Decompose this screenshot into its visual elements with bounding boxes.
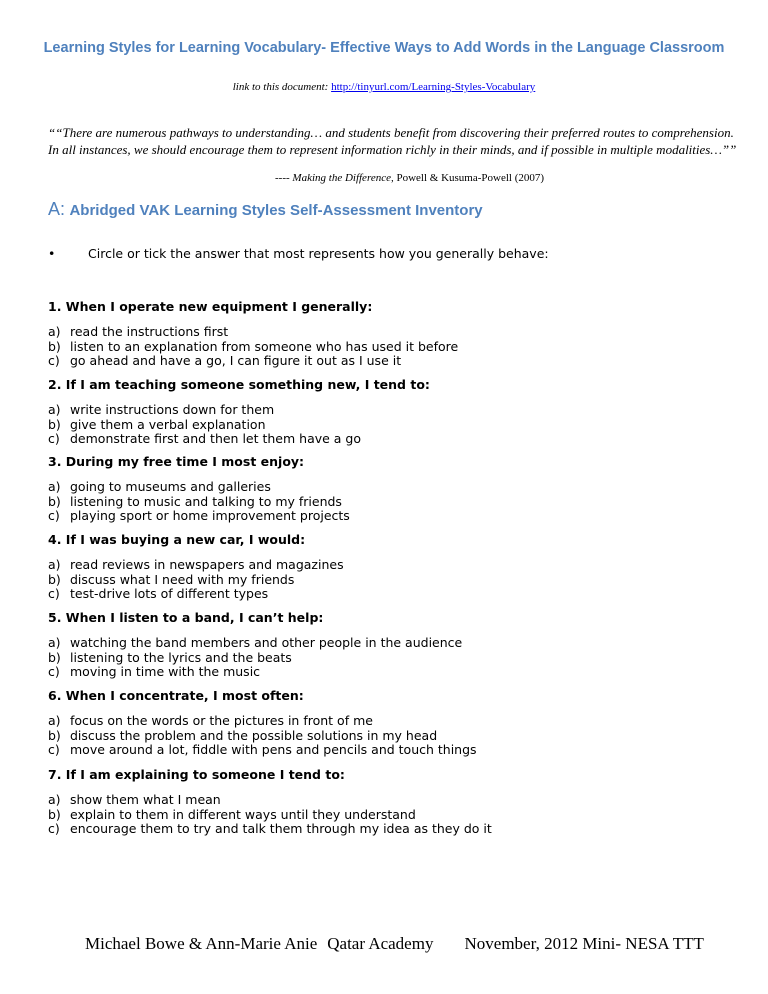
option-letter: a) [48, 479, 61, 494]
question-block [48, 299, 458, 369]
section-heading [48, 199, 483, 220]
option-letter: a) [48, 402, 61, 417]
option-text: test-drive lots of different types [70, 586, 269, 601]
document-link-line [0, 81, 768, 93]
option-letter: a) [48, 324, 61, 339]
option-letter: a) [48, 557, 61, 572]
question-block [48, 688, 477, 758]
option-letter: c) [48, 664, 60, 679]
answer-option[interactable] [48, 743, 477, 758]
section-letter: A: [48, 199, 66, 219]
answer-option[interactable] [48, 418, 430, 433]
option-letter: c) [48, 821, 60, 836]
answer-option[interactable] [48, 480, 350, 495]
answer-option[interactable] [48, 808, 492, 823]
question-title: 6. When I concentrate, I most often: [48, 688, 304, 703]
option-letter: b) [48, 806, 61, 822]
option-text: write instructions down for them [70, 402, 275, 417]
option-text: move around a lot, fiddle with pens and pencils and touch things [70, 742, 477, 757]
answer-option[interactable] [48, 714, 477, 729]
option-letter: b) [48, 727, 61, 743]
question-options [48, 793, 492, 837]
answer-option[interactable] [48, 793, 492, 808]
option-text: listening to music and talking to my friends [70, 493, 342, 509]
bullet-icon: • [48, 246, 56, 261]
question-title: 2. If I am teaching someone something new, I tend to: [48, 377, 430, 392]
option-text: read the instructions first [70, 324, 229, 339]
option-text: discuss the problem and the possible solutions in my head [70, 727, 438, 743]
footer-school: Qatar Academy [327, 934, 434, 953]
option-text: going to museums and galleries [70, 479, 271, 494]
answer-option[interactable] [48, 403, 430, 418]
footer-event: November, 2012 Mini- NESA TTT [464, 934, 704, 953]
option-text: listen to an explanation from someone who has used it before [70, 338, 459, 354]
answer-option[interactable] [48, 651, 462, 666]
option-text: focus on the words or the pictures in front of me [70, 713, 373, 728]
question-title: 4. If I was buying a new car, I would: [48, 532, 306, 547]
question-title: 7. If I am explaining to someone I tend to: [48, 767, 345, 782]
question-block [48, 767, 492, 837]
citation-work: Making the Difference, [292, 172, 394, 184]
page-footer [85, 934, 725, 954]
question-title: 1. When I operate new equipment I generally: [48, 299, 373, 314]
question-options [48, 558, 344, 602]
option-text: read reviews in newspapers and magazines [70, 557, 344, 572]
link-label: link to this document: [232, 81, 329, 93]
question-block [48, 532, 344, 602]
instruction-text: Circle or tick the answer that most represents how you generally behave: [88, 246, 549, 261]
option-text: moving in time with the music [70, 664, 261, 679]
citation-dashes: ---- [275, 172, 290, 184]
option-text: encourage them to try and talk them through my idea as they do it [70, 821, 492, 836]
answer-option[interactable] [48, 432, 430, 447]
section-title: Abridged VAK Learning Styles Self-Assessment Inventory [69, 202, 483, 219]
answer-option[interactable] [48, 587, 344, 602]
answer-option[interactable] [48, 729, 477, 744]
question-options [48, 636, 462, 680]
answer-option[interactable] [48, 822, 492, 837]
option-text: go ahead and have a go, I can figure it out as I use it [70, 353, 402, 368]
option-text: watching the band members and other people in the audience [70, 635, 463, 650]
option-letter: c) [48, 353, 60, 368]
footer-authors: Michael Bowe & Ann-Marie Anie [85, 934, 318, 953]
option-text: explain to them in different ways until they understand [70, 806, 416, 822]
option-letter: c) [48, 431, 60, 446]
option-text: give them a verbal explanation [70, 416, 266, 432]
answer-option[interactable] [48, 340, 458, 355]
option-text: playing sport or home improvement projects [70, 508, 350, 523]
option-text: discuss what I need with my friends [70, 571, 295, 587]
option-text: listening to the lyrics and the beats [70, 649, 292, 665]
citation-authors: Powell & Kusuma-Powell (2007) [396, 172, 545, 184]
instruction-bullet [48, 246, 549, 261]
option-letter: c) [48, 742, 60, 757]
option-letter: a) [48, 713, 61, 728]
question-title: 3. During my free time I most enjoy: [48, 454, 305, 469]
question-options [48, 714, 477, 758]
option-letter: b) [48, 649, 61, 665]
answer-option[interactable] [48, 573, 344, 588]
question-block [48, 377, 430, 447]
question-options [48, 480, 350, 524]
option-letter: c) [48, 586, 60, 601]
document-link[interactable]: http://tinyurl.com/Learning-Styles-Vocabulary [331, 81, 536, 93]
document-title: Learning Styles for Learning Vocabulary- Effective Ways to Add Words in the Language Classroom [43, 40, 725, 56]
question-options [48, 403, 430, 447]
answer-option[interactable] [48, 558, 344, 573]
question-block [48, 454, 350, 524]
option-letter: c) [48, 508, 60, 523]
option-letter: a) [48, 635, 61, 650]
option-letter: b) [48, 338, 61, 354]
answer-option[interactable] [48, 325, 458, 340]
option-letter: a) [48, 792, 61, 807]
option-letter: b) [48, 493, 61, 509]
option-letter: b) [48, 416, 61, 432]
answer-option[interactable] [48, 354, 458, 369]
answer-option[interactable] [48, 509, 350, 524]
question-block [48, 610, 462, 680]
option-letter: b) [48, 571, 61, 587]
answer-option[interactable] [48, 636, 462, 651]
answer-option[interactable] [48, 495, 350, 510]
question-options [48, 325, 458, 369]
question-title: 5. When I listen to a band, I can’t help: [48, 610, 324, 625]
epigraph-quote: ““There are numerous pathways to understanding… and students benefit from discovering their preferred routes to comprehension. In all instances, we should encourage them to represent information richly in their minds, and if possible in multiple modalities…”” [48, 125, 737, 157]
option-text: show them what I mean [70, 792, 221, 807]
answer-option[interactable] [48, 665, 462, 680]
option-text: demonstrate first and then let them have a go [70, 431, 362, 446]
quote-citation [0, 172, 768, 184]
